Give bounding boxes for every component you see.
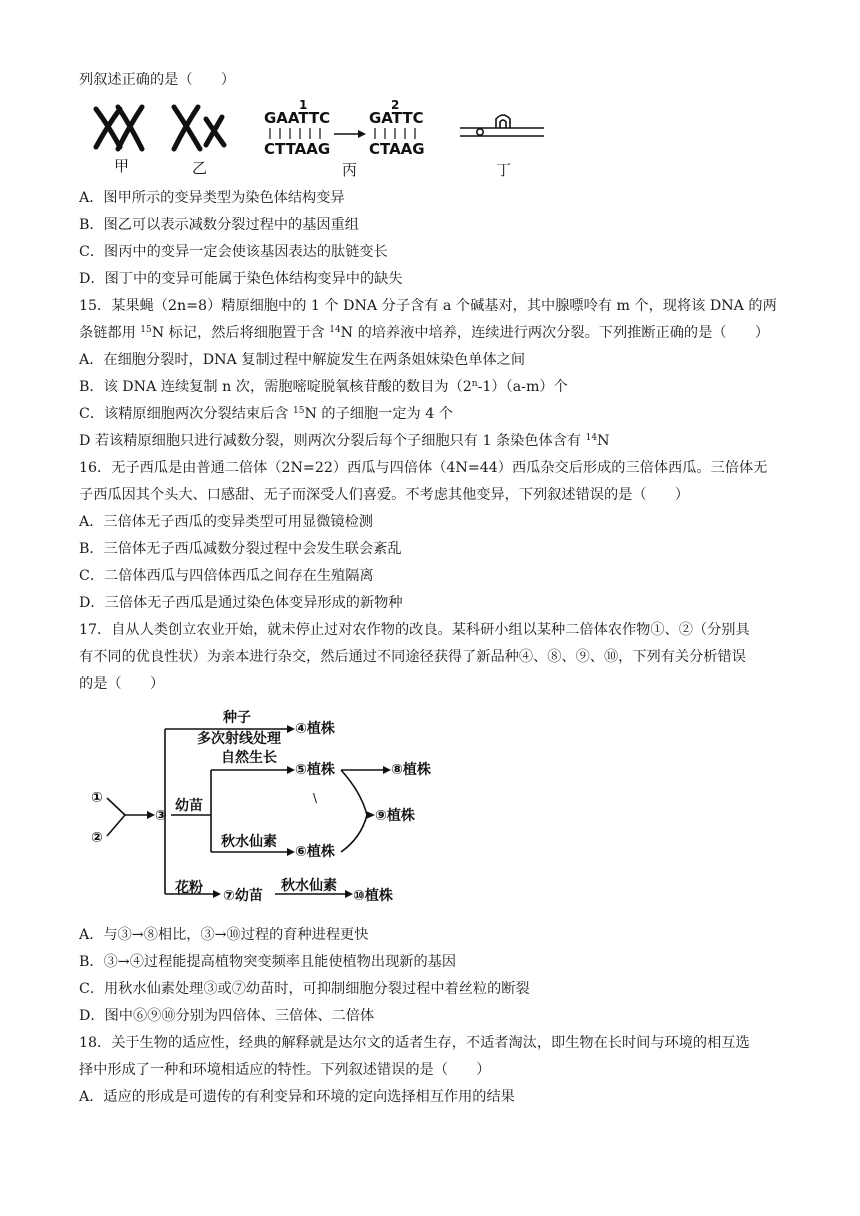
q17-option-b: B．③→④过程能提高植物突变频率且能使植物出现新的基因 [79, 954, 457, 970]
q14-figure [90, 95, 560, 185]
plant-9: ⑨植株 [375, 808, 415, 824]
q14-option-a: A．图甲所示的变异类型为染色体结构变异 [79, 190, 345, 206]
q16-option-d: D．三倍体无子西瓜是通过染色体变异形成的新物种 [79, 595, 403, 611]
q18-option-a: A．适应的形成是可遗传的有利变异和环境的定向选择相互作用的结果 [79, 1089, 515, 1105]
q15-option-b: B．该 DNA 连续复制 n 次，需胞嘧啶脱氧核苷酸的数目为（2$^n$-1）（a-m）个 [79, 379, 568, 395]
q16-option-a: A．三倍体无子西瓜的变异类型可用显微镜检测 [79, 514, 373, 530]
q17-line1: 17．自从人类创立农业开始，就未停止过对农作物的改良。某科研小组以某种二倍体农作物①、②（分别具 [79, 622, 750, 638]
q15-line1: 15．某果蝇（2n=8）精原细胞中的 1 个 DNA 分子含有 a 个碱基对，其中腺嘌呤有 m 个，现将该 DNA 的两 [79, 298, 777, 314]
seedling-label: 幼苗 [175, 798, 203, 814]
colch-label-1: 秋水仙素 [221, 834, 277, 850]
bing-num1: 1 [299, 98, 308, 112]
label-ding: 丁 [496, 161, 512, 179]
label-yi: 乙 [192, 159, 208, 177]
chromosome-jia [96, 107, 142, 149]
arrow-icon [334, 130, 366, 138]
bing-num2: 2 [391, 98, 400, 112]
breeding-diagram [85, 702, 431, 912]
q18-line2: 择中形成了一种和环境相适应的特性。下列叙述错误的是（ ） [79, 1062, 491, 1078]
q15-option-a: A．在细胞分裂时，DNA 复制过程中解旋发生在两条姐妹染色单体之间 [79, 352, 526, 368]
plant-5: ⑤植株 [295, 762, 335, 778]
bing-top-right: GATTC [369, 109, 424, 127]
q17-line3: 的是（ ） [79, 676, 165, 692]
q17-option-a: A．与③→⑧相比，③→⑩过程的育种进程更快 [79, 927, 369, 943]
q15-line2: 条链都用 $^{15}$N 标记，然后将细胞置于含 $^{14}$N 的培养液中培养，连续进行两次分裂。下列推断正确的是（ ） [79, 325, 770, 341]
q18-line1: 18．关于生物的适应性，经典的解释就是达尔文的适者生存，不适者淘汰，即生物在长时间与环境的相互选 [79, 1035, 750, 1051]
q17-line2: 有不同的优良性状）为亲本进行杂交，然后通过不同途径获得了新品种④、⑧、⑨、⑩，下列有关分析错误 [79, 649, 746, 665]
chromosome-yi [174, 107, 224, 149]
q15-option-c: C．该精原细胞两次分裂结束后含 $^{15}$N 的子细胞一定为 4 个 [79, 406, 453, 422]
seed-label: 种子 [223, 710, 251, 726]
q16-line1: 16．无子西瓜是由普通二倍体（2N=22）西瓜与四倍体（4N=44）西瓜杂交后形成的三倍体西瓜。三倍体无 [79, 460, 768, 476]
q14-option-c: C．图丙中的变异一定会使该基因表达的肽链变长 [79, 244, 388, 260]
q17-option-c: C．用秋水仙素处理③或⑦幼苗时，可抑制细胞分裂过程中着丝粒的断裂 [79, 981, 530, 997]
colch-label-2: 秋水仙素 [281, 878, 337, 894]
radiation-label: 多次射线处理 [197, 731, 281, 747]
plant-6: ⑥植株 [295, 844, 335, 860]
label-jia: 甲 [114, 157, 130, 175]
bing-bottom-right: CTAAG [369, 140, 425, 158]
seedling-7: ⑦幼苗 [223, 888, 263, 904]
bing-bottom-left: CTTAAG [264, 140, 331, 158]
mark: \ [313, 791, 318, 805]
q15-option-d: D 若该精原细胞只进行减数分裂，则两次分裂后每个子细胞只有 1 条染色体含有 $^{14}$N [79, 433, 610, 449]
q14-option-b: B．图乙可以表示减数分裂过程中的基因重组 [79, 217, 359, 233]
q14-stem-tail: 列叙述正确的是（ ） [79, 72, 236, 88]
q16-option-b: B．三倍体无子西瓜减数分裂过程中会发生联会紊乱 [79, 541, 402, 557]
q16-option-c: C．二倍体西瓜与四倍体西瓜之间存在生殖隔离 [79, 568, 374, 584]
q16-line2: 子西瓜因其个头大、口感甜、无子而深受人们喜爱。不考虑其他变异，下列叙述错误的是（ ） [79, 487, 690, 503]
node-3: ③ [155, 808, 167, 824]
pollen-label: 花粉 [175, 880, 203, 896]
natural-label: 自然生长 [221, 750, 277, 766]
q14-option-d: D．图丁中的变异可能属于染色体结构变异中的缺失 [79, 271, 403, 287]
bing-top-left: GAATTC [264, 109, 331, 127]
plant-4: ④植株 [295, 721, 335, 737]
plant-10: ⑩植株 [353, 888, 393, 904]
node-2: ② [91, 830, 103, 846]
node-1: ① [91, 790, 103, 806]
q17-option-d: D．图中⑥⑨⑩分别为四倍体、三倍体、二倍体 [79, 1008, 375, 1024]
plant-8: ⑧植株 [391, 762, 431, 778]
chromosome-ding [460, 115, 544, 136]
label-bing: 丙 [342, 161, 358, 179]
